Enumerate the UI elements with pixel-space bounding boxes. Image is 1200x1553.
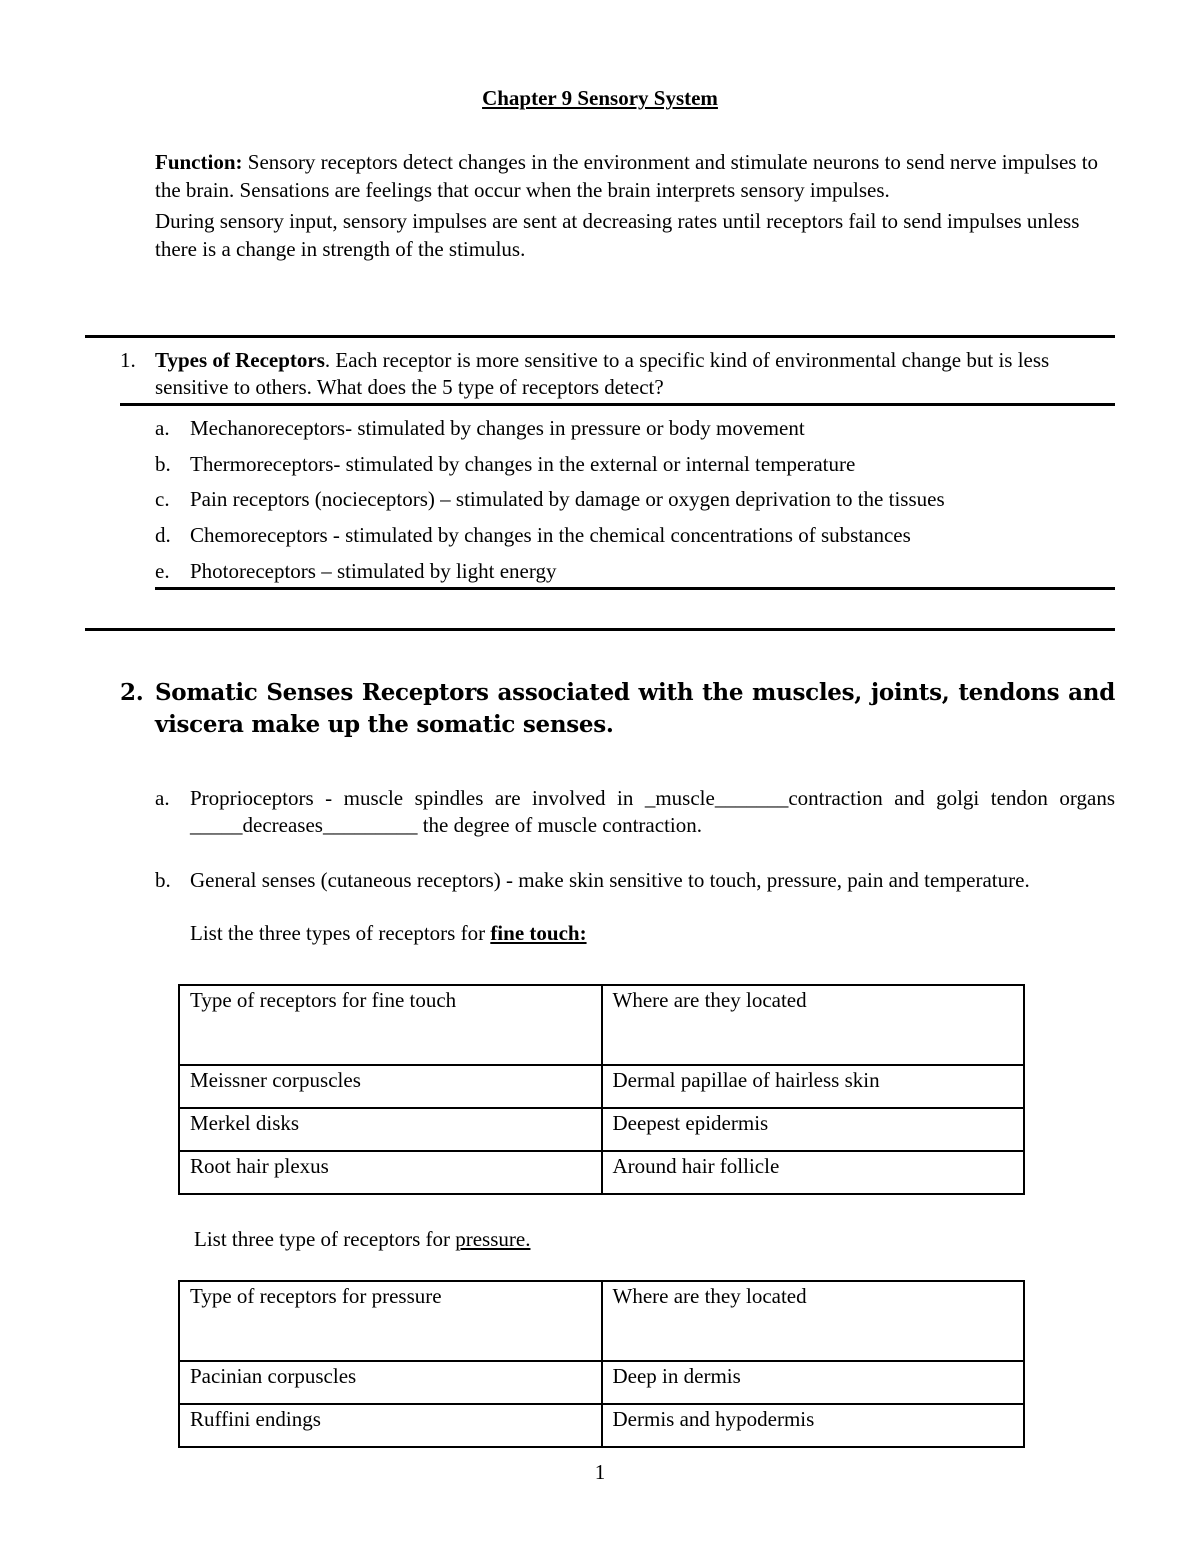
item-letter: a.	[155, 416, 170, 440]
item-letter: d.	[155, 523, 171, 547]
section1-number: 1.	[120, 348, 136, 372]
table-header: Where are they located	[602, 1281, 1025, 1361]
section2-heading	[120, 677, 1115, 741]
item-text: General senses (cutaneous receptors) - make skin sensitive to touch, pressure, pain and temperature.	[190, 868, 1030, 892]
function-text: Sensory receptors detect changes in the environment and stimulate neurons to send nerve impulses to the brain. Sensations are feelings that occur when the brain interprets sensory impulses.	[155, 150, 1099, 202]
section2-number: 2.	[120, 679, 144, 706]
table-row	[179, 1108, 1024, 1151]
table-cell: Around hair follicle	[602, 1151, 1025, 1194]
item-text: Photoreceptors – stimulated by light energy	[190, 559, 557, 583]
item-letter: b.	[155, 452, 171, 476]
table-row	[179, 1404, 1024, 1447]
pressure-table	[178, 1280, 1025, 1448]
divider	[120, 403, 1115, 406]
page-number: 1	[594, 1460, 606, 1484]
item-letter: a.	[155, 786, 170, 810]
table-cell: Meissner corpuscles	[179, 1065, 602, 1108]
table-cell: Root hair plexus	[179, 1151, 602, 1194]
section2-title: Somatic Senses Receptors associated with the muscles, joints, tendons and viscera make up the somatic senses.	[155, 679, 1115, 738]
divider	[155, 587, 1115, 590]
table-cell: Pacinian corpuscles	[179, 1361, 602, 1404]
function-paragraph-2: During sensory input, sensory impulses are sent at decreasing rates until receptors fail to send impulses unless there is a change in strength of the stimulus.	[155, 209, 1080, 261]
item-text: Thermoreceptors- stimulated by changes in the external or internal temperature	[190, 452, 856, 476]
table-row	[179, 1361, 1024, 1404]
pressure-prompt	[194, 1227, 530, 1252]
item-text: Pain receptors (nocieceptors) – stimulated by damage or oxygen deprivation to the tissues	[190, 487, 945, 511]
table-cell: Deepest epidermis	[602, 1108, 1025, 1151]
item-letter: c.	[155, 487, 170, 511]
divider	[85, 335, 1115, 338]
prompt-text: List three type of receptors for	[194, 1227, 456, 1251]
fine-touch-table	[178, 984, 1025, 1195]
table-row	[179, 1151, 1024, 1194]
divider	[85, 628, 1115, 631]
item-text: Mechanoreceptors- stimulated by changes in pressure or body movement	[190, 416, 805, 440]
item-text: Chemoreceptors - stimulated by changes in the chemical concentrations of substances	[190, 523, 911, 547]
table-header: Where are they located	[602, 985, 1025, 1065]
prompt-text: List the three types of receptors for	[190, 921, 491, 945]
table-cell: Merkel disks	[179, 1108, 602, 1151]
section1-text: . Each receptor is more sensitive to a specific kind of environmental change but is less sensitive to others. What does the 5 type of receptors detect?	[155, 348, 1050, 399]
item-letter: e.	[155, 559, 170, 583]
function-label: Function:	[155, 150, 243, 174]
table-header: Type of receptors for pressure	[179, 1281, 602, 1361]
item-letter: b.	[155, 868, 171, 892]
item-text: Proprioceptors - muscle spindles are involved in _muscle_______contraction and golgi tendon organs _____decreases_________ the degree of muscle contraction.	[190, 786, 1115, 837]
prompt-emphasis: pressure.	[455, 1227, 531, 1251]
section1-heading	[120, 347, 1115, 401]
table-cell: Dermal papillae of hairless skin	[602, 1065, 1025, 1108]
table-header: Type of receptors for fine touch	[179, 985, 602, 1065]
fine-touch-prompt	[190, 921, 587, 946]
table-cell: Dermis and hypodermis	[602, 1404, 1025, 1447]
table-cell: Deep in dermis	[602, 1361, 1025, 1404]
page-title: Chapter 9 Sensory System	[482, 86, 718, 110]
function-paragraph	[155, 148, 1115, 204]
table-row	[179, 1065, 1024, 1108]
section2-item-a	[155, 785, 1115, 839]
prompt-emphasis: fine touch:	[490, 921, 587, 945]
table-cell: Ruffini endings	[179, 1404, 602, 1447]
section1-title: Types of Receptors	[155, 348, 325, 372]
